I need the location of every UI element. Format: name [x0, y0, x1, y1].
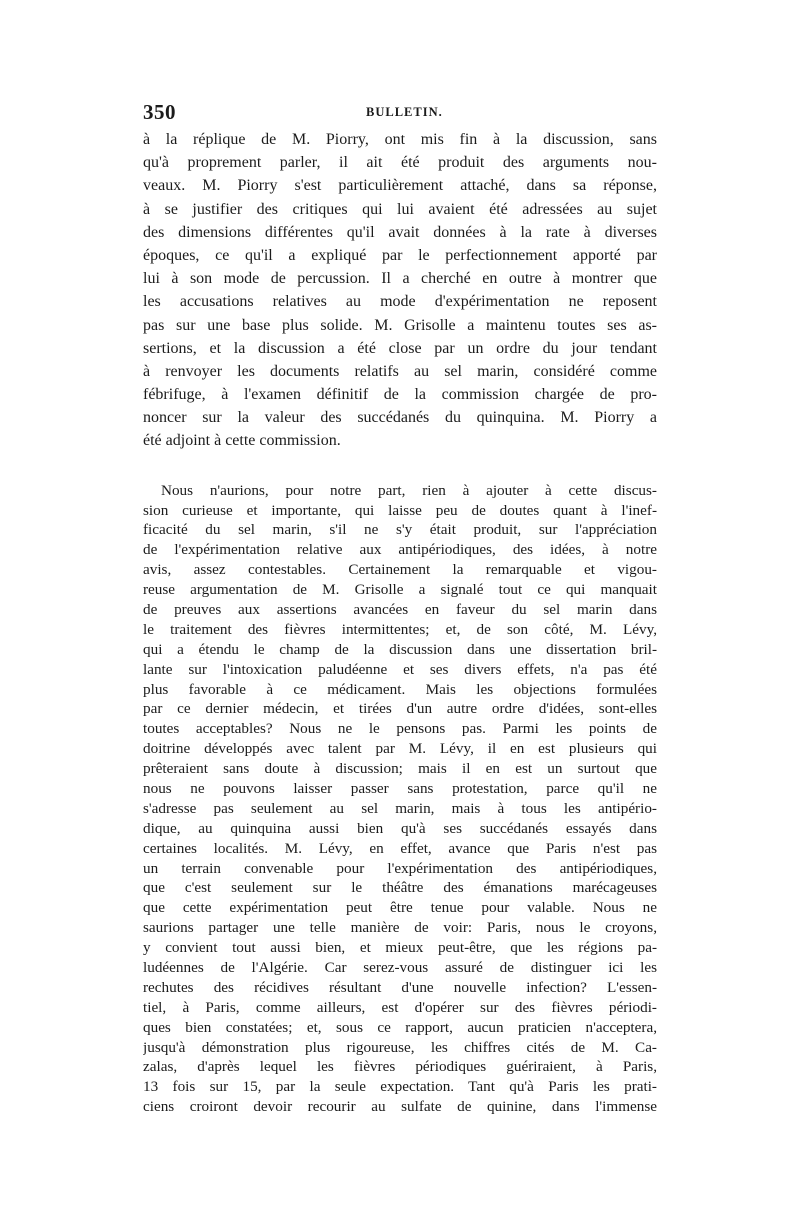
text-line: doitrine développés avec talent par M. Lévy, il en est plusieurs qui [143, 740, 657, 758]
page-header [143, 100, 657, 128]
text-line: prêteraient sans doute à discussion; mais il en est un surtout que [143, 760, 657, 778]
text-line: plus favorable à ce médicament. Mais les objections formulées [143, 680, 657, 698]
text-line: reuse argumentation de M. Grisolle a signalé tout ce qui manquait [143, 581, 657, 599]
text-line: dique, au quinquina aussi bien qu'à ses succédanés essayés dans [143, 819, 657, 837]
text-line: été adjoint à cette commission. [143, 432, 341, 450]
text-line: zalas, d'après lequel les fièvres périodiques guériraient, à Paris, [143, 1058, 657, 1076]
text-line: fébrifuge, à l'examen définitif de la commission chargée de pro- [143, 386, 657, 404]
text-line: de preuves aux assertions avancées en faveur du sel marin dans [143, 600, 657, 618]
text-line: lante sur l'intoxication paludéenne et ses divers effets, n'a pas été [143, 660, 657, 678]
text-line: noncer sur la valeur des succédanés du quinquina. M. Piorry a [143, 409, 657, 427]
text-line: un terrain convenable pour l'expérimentation des antipériodiques, [143, 859, 657, 877]
page-number: 350 [143, 100, 176, 124]
text-line: qui a étendu le champ de la discussion dans une dissertation bril- [143, 640, 657, 658]
text-line: ficacité du sel marin, s'il ne s'y était produit, sur l'appréciation [143, 521, 657, 539]
paragraph-1 [143, 128, 657, 453]
text-line: certaines localités. M. Lévy, en effet, avance que Paris n'est pas [143, 839, 657, 857]
text-line: à la réplique de M. Piorry, ont mis fin à la discussion, sans [143, 131, 657, 148]
text-line: lui à son mode de percussion. Il a cherché en outre à montrer que [143, 270, 657, 288]
text-line: 13 fois sur 15, par la seule expectation. Tant qu'à Paris les prati- [143, 1078, 657, 1096]
text-line: s'adresse pas seulement au sel marin, mais à tous les antipério- [143, 799, 657, 817]
text-line: ludéennes de l'Algérie. Car serez-vous assuré de distinguer ici les [143, 959, 657, 976]
text-line: le traitement des fièvres intermittentes; et, de son côté, M. Lévy, [143, 620, 657, 638]
text-line: à se justifier des critiques qui lui avaient été adressées au sujet [143, 200, 657, 218]
text-line: qu'à proprement parler, il ait été produit des arguments nou- [143, 154, 657, 172]
text-line: à renvoyer les documents relatifs au sel marin, considéré comme [143, 362, 657, 380]
text-line: que cette expérimentation peut être tenue pour valable. Nous ne [143, 899, 657, 917]
text-line: ciens croiront devoir recourir au sulfate de quinine, dans l'immense [143, 1098, 657, 1116]
text-line: toutes acceptables? Nous ne le pensons pas. Parmi les points de [143, 720, 657, 738]
text-line: rechutes des récidives résultant d'une nouvelle infection? L'essen- [143, 978, 657, 996]
paragraph-2 [143, 481, 657, 1118]
text-line: les accusations relatives au mode d'expérimentation ne reposent [143, 293, 657, 311]
text-line: veaux. M. Piorry s'est particulièrement attaché, dans sa réponse, [143, 177, 657, 195]
text-line: pas sur une base plus solide. M. Grisolle a maintenu toutes ses as- [143, 316, 657, 334]
text-line: sertions, et la discussion a été close par un ordre du jour tendant [143, 339, 657, 357]
text-line: des dimensions différentes qu'il avait données à la rate à diverses [143, 223, 657, 241]
text-line: saurions partager une telle manière de voir: Paris, nous le croyons, [143, 919, 657, 937]
text-line: jusqu'à démonstration plus rigoureuse, les chiffres cités de M. Ca- [143, 1038, 657, 1056]
text-line: y convient tout aussi bien, et mieux peut-être, que les régions pa- [143, 939, 657, 957]
text-line: sion curieuse et importante, qui laisse peu de doutes quant à l'inef- [143, 501, 657, 519]
text-line: avis, assez contestables. Certainement la remarquable et vigou- [143, 561, 657, 579]
text-line: nous ne pouvons laisser passer sans protestation, parce qu'il ne [143, 779, 657, 797]
running-title: BULLETIN. [366, 105, 443, 119]
book-page [143, 100, 657, 1117]
text-line: que c'est seulement sur le théâtre des émanations marécageuses [143, 879, 657, 897]
text-line: par ce dernier médecin, et tirées d'un autre ordre d'idées, sont-elles [143, 700, 657, 718]
text-line: de l'expérimentation relative aux antipériodiques, des idées, à notre [143, 541, 657, 559]
text-line: Nous n'aurions, pour notre part, rien à ajouter à cette discus- [161, 481, 657, 499]
text-line: ques bien constatées; et, sous ce rapport, aucun praticien n'acceptera, [143, 1018, 657, 1036]
text-line: époques, ce qu'il a expliqué par le perfectionnement apporté par [143, 246, 657, 264]
text-line: tiel, à Paris, comme ailleurs, est d'opérer sur des fièvres périodi- [143, 998, 657, 1016]
